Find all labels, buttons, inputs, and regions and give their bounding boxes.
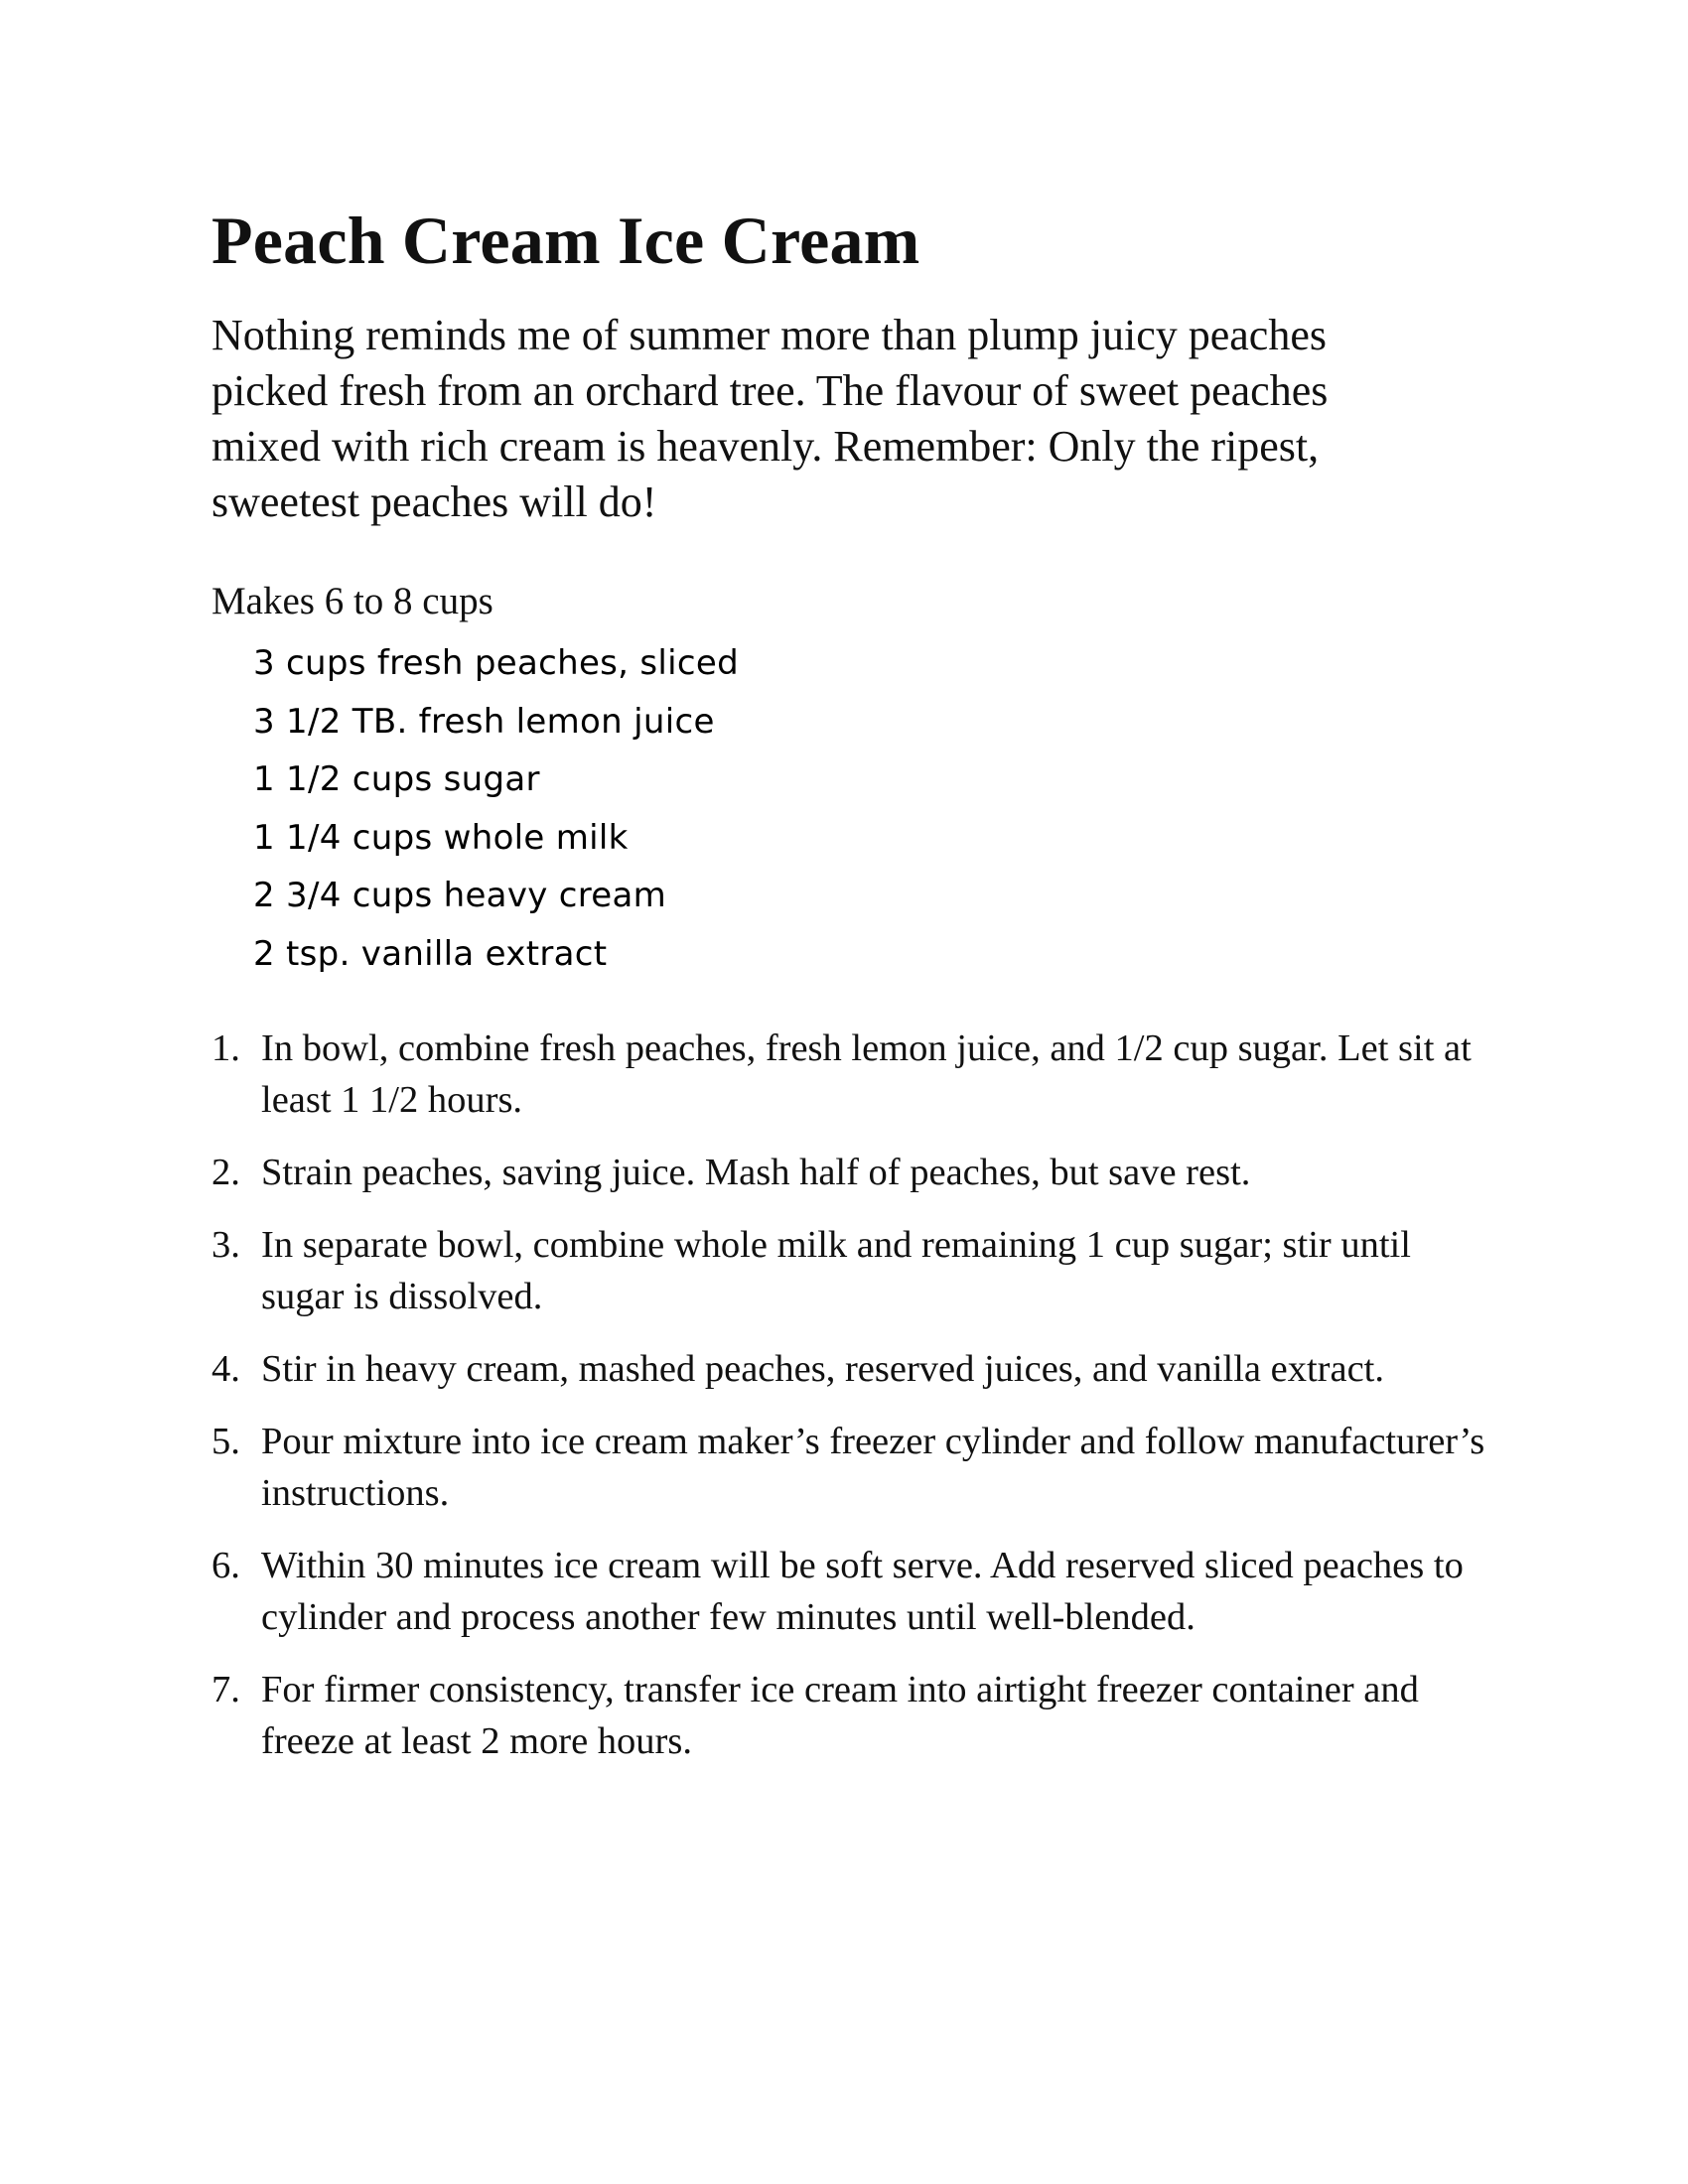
step-number: 3. bbox=[211, 1224, 240, 1266]
recipe-intro: Nothing reminds me of summer more than plump juicy peaches picked fresh from an orchard tree. The flavour of sweet peaches mixed with rich cream is heavenly. Remember: Only the ripest, sweetest peaches will do! bbox=[211, 311, 1329, 526]
step-number: 6. bbox=[211, 1545, 240, 1586]
recipe-page bbox=[211, 199, 1502, 1788]
step-text: Stir in heavy cream, mashed peaches, reserved juices, and vanilla extract. bbox=[261, 1348, 1384, 1390]
recipe-yield: Makes 6 to 8 cups bbox=[211, 580, 493, 622]
step-number: 5. bbox=[211, 1421, 240, 1462]
step-text: For firmer consistency, transfer ice cream into airtight freezer container and freeze at least 2 more hours. bbox=[261, 1669, 1419, 1762]
instruction-step bbox=[211, 1147, 1502, 1198]
ingredient-item: 2 3/4 cups heavy cream bbox=[253, 876, 667, 915]
instruction-step bbox=[211, 1023, 1502, 1126]
instruction-step bbox=[211, 1343, 1502, 1395]
ingredient-item: 1 1/2 cups sugar bbox=[253, 759, 540, 799]
recipe-title: Peach Cream Ice Cream bbox=[211, 203, 920, 278]
instruction-step bbox=[211, 1219, 1502, 1322]
ingredient-item: 2 tsp. vanilla extract bbox=[253, 933, 608, 974]
ingredient-item: 3 1/2 TB. fresh lemon juice bbox=[253, 701, 715, 742]
step-text: In bowl, combine fresh peaches, fresh lemon juice, and 1/2 cup sugar. Let sit at least 1 1/2 hours. bbox=[261, 1027, 1472, 1121]
step-text: In separate bowl, combine whole milk and remaining 1 cup sugar; stir until sugar is dissolved. bbox=[261, 1224, 1411, 1317]
step-number: 4. bbox=[211, 1348, 240, 1390]
step-text: Within 30 minutes ice cream will be soft serve. Add reserved sliced peaches to cylinder and process another few minutes until well-blended. bbox=[261, 1545, 1464, 1638]
step-text: Pour mixture into ice cream maker’s freezer cylinder and follow manufacturer’s instructions. bbox=[261, 1421, 1485, 1514]
ingredient-item: 1 1/4 cups whole milk bbox=[253, 817, 629, 858]
instruction-step bbox=[211, 1416, 1502, 1519]
step-number: 7. bbox=[211, 1669, 240, 1710]
instruction-list bbox=[211, 1023, 1502, 1767]
step-text: Strain peaches, saving juice. Mash half of peaches, but save rest. bbox=[261, 1152, 1251, 1193]
ingredient-item: 3 cups fresh peaches, sliced bbox=[253, 643, 739, 683]
instruction-step bbox=[211, 1540, 1502, 1643]
step-number: 1. bbox=[211, 1027, 240, 1069]
ingredient-list bbox=[253, 634, 1502, 983]
instruction-step bbox=[211, 1664, 1502, 1767]
step-number: 2. bbox=[211, 1152, 240, 1193]
